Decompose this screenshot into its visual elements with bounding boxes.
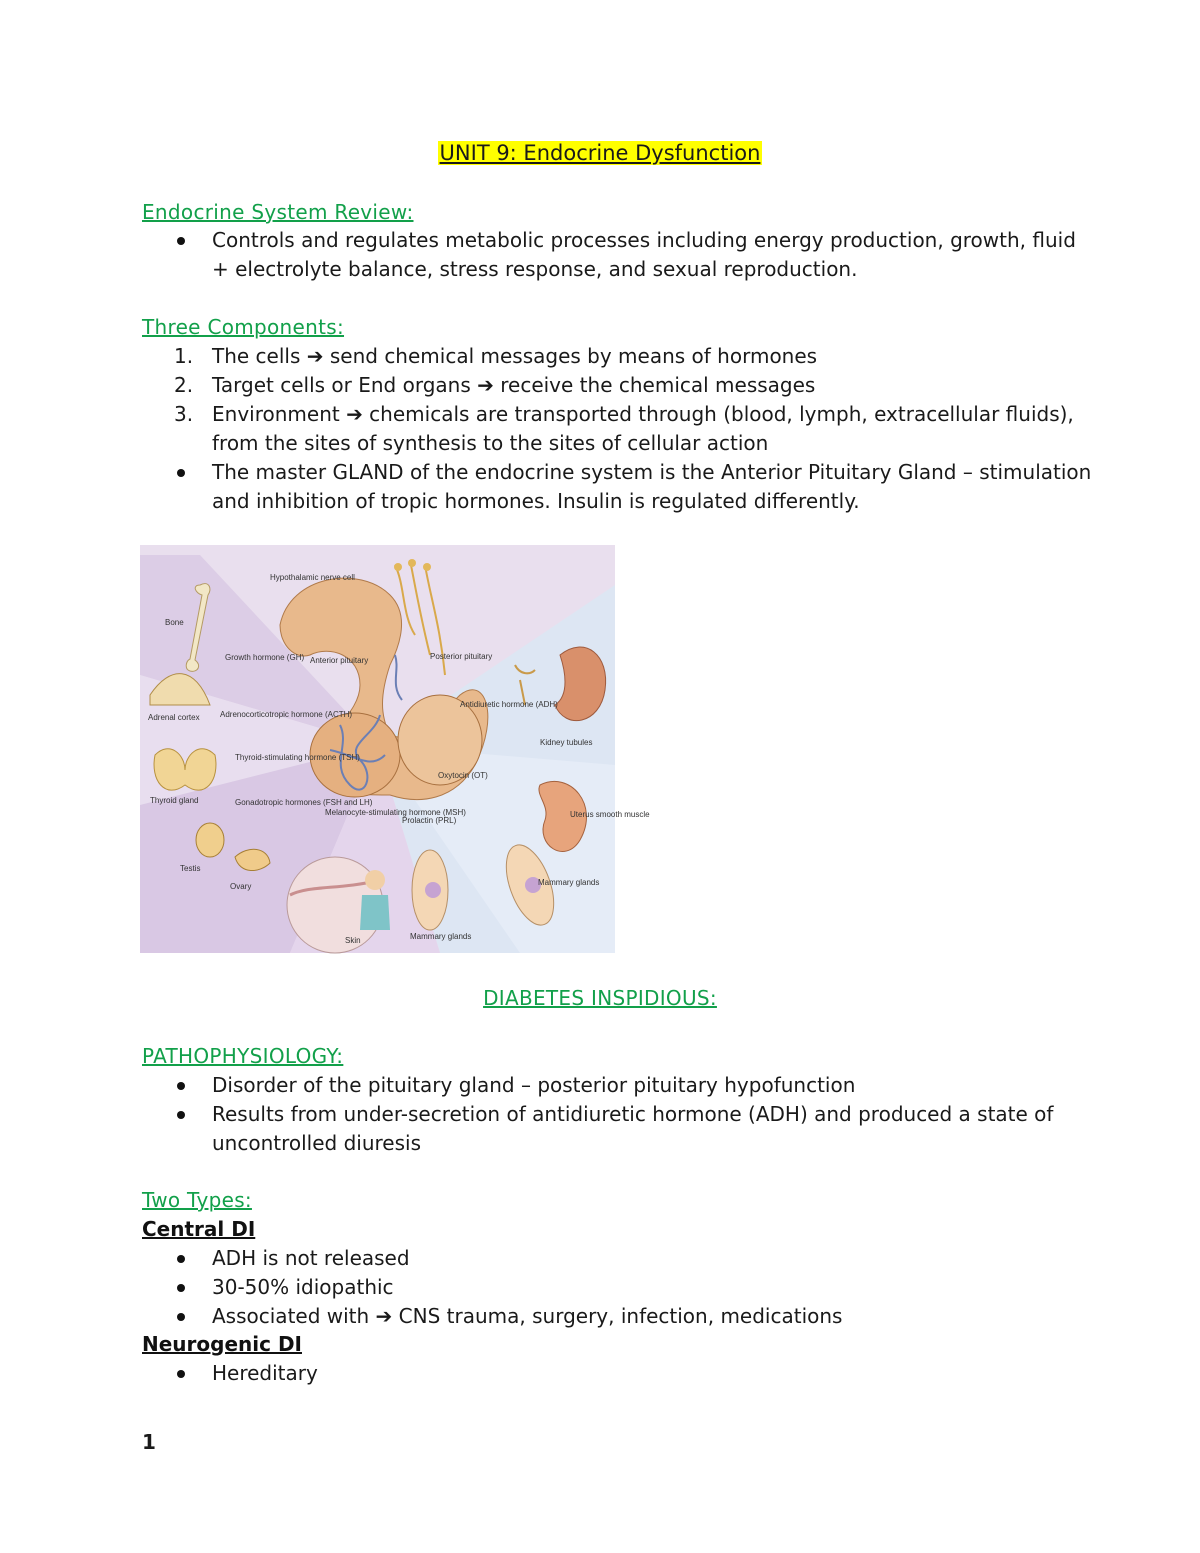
bullet-icon bbox=[177, 1111, 185, 1119]
label-testis: Testis bbox=[180, 864, 201, 873]
list-item bbox=[142, 1100, 1092, 1158]
bullet-icon bbox=[177, 1370, 185, 1378]
list-item-text: The cells ➔ send chemical messages by means of hormones bbox=[212, 344, 818, 368]
list-item-text: Hereditary bbox=[212, 1361, 318, 1385]
bullet-icon bbox=[177, 1284, 185, 1292]
components-list bbox=[142, 342, 1092, 516]
list-number: 3. bbox=[174, 402, 194, 426]
list-number: 1. bbox=[174, 344, 194, 368]
heading-neurogenic-di: Neurogenic DI bbox=[142, 1332, 302, 1356]
endocrine-review-list bbox=[142, 226, 1092, 284]
list-item bbox=[142, 1302, 1092, 1331]
list-item-text: Controls and regulates metabolic processes including energy production, growth, fluid + electrolyte balance, stress response, and sexual reproduction. bbox=[212, 228, 1076, 281]
heading-pathophysiology: PATHOPHYSIOLOGY: bbox=[142, 1044, 344, 1068]
list-item-text: 30-50% idiopathic bbox=[212, 1275, 394, 1299]
heading-three-components: Three Components: bbox=[142, 315, 345, 339]
label-gh: Growth hormone (GH) bbox=[225, 653, 305, 662]
heading-central-di: Central DI bbox=[142, 1217, 256, 1241]
label-thyroid: Thyroid gland bbox=[150, 796, 199, 805]
list-number: 2. bbox=[174, 373, 194, 397]
heading-endocrine-review: Endocrine System Review: bbox=[142, 200, 414, 224]
bullet-icon bbox=[177, 469, 185, 477]
label-hypothalamic: Hypothalamic nerve cell bbox=[270, 573, 355, 582]
list-item bbox=[142, 226, 1092, 284]
label-oxytocin: Oxytocin (OT) bbox=[438, 771, 488, 780]
pituitary-illustration bbox=[140, 545, 650, 953]
list-item bbox=[142, 1244, 1092, 1273]
label-kidney: Kidney tubules bbox=[540, 738, 593, 747]
bullet-icon bbox=[177, 1313, 185, 1321]
bullet-icon bbox=[177, 237, 185, 245]
label-mammary-right: Mammary glands bbox=[538, 878, 600, 887]
label-acth: Adrenocorticotropic hormone (ACTH) bbox=[220, 710, 353, 719]
list-item bbox=[142, 1273, 1092, 1302]
label-adrenal: Adrenal cortex bbox=[148, 713, 200, 722]
list-item bbox=[142, 400, 1092, 458]
endocrine-diagram bbox=[140, 545, 650, 953]
page-title bbox=[0, 139, 1200, 168]
list-item bbox=[142, 342, 1092, 371]
label-ovary: Ovary bbox=[230, 882, 252, 891]
label-prl: Prolactin (PRL) bbox=[402, 816, 457, 825]
title-text: UNIT 9: Endocrine Dysfunction bbox=[439, 141, 761, 165]
list-item-text: The master GLAND of the endocrine system is the Anterior Pituitary Gland – stimulation and inhibition of tropic hormones. Insulin is regulated differently. bbox=[212, 460, 1092, 513]
bullet-icon bbox=[177, 1255, 185, 1263]
label-bone: Bone bbox=[165, 618, 184, 627]
list-item-text: Target cells or End organs ➔ receive the chemical messages bbox=[212, 373, 816, 397]
list-item-text: ADH is not released bbox=[212, 1246, 410, 1270]
label-anterior: Anterior pituitary bbox=[310, 656, 369, 665]
label-msh: Melanocyte-stimulating hormone (MSH) bbox=[325, 808, 466, 817]
list-item bbox=[142, 458, 1092, 516]
list-item bbox=[142, 1071, 1092, 1100]
heading-two-types: Two Types: bbox=[142, 1188, 252, 1212]
pathophysiology-list bbox=[142, 1071, 1092, 1158]
label-skin: Skin bbox=[345, 936, 361, 945]
label-mammary-bottom: Mammary glands bbox=[410, 932, 472, 941]
list-item bbox=[142, 1359, 1092, 1388]
label-uterus: Uterus smooth muscle bbox=[570, 810, 650, 819]
label-gonado: Gonadotropic hormones (FSH and LH) bbox=[235, 798, 373, 807]
central-di-list bbox=[142, 1244, 1092, 1331]
list-item-text: Associated with ➔ CNS trauma, surgery, infection, medications bbox=[212, 1304, 843, 1328]
heading-diabetes-insipidus: DIABETES INSPIDIOUS: bbox=[483, 986, 717, 1010]
page-number: 1 bbox=[142, 1430, 156, 1454]
list-item bbox=[142, 371, 1092, 400]
list-item-text: Environment ➔ chemicals are transported through (blood, lymph, extracellular fluids), from the sites of synthesis to the sites of cellular action bbox=[212, 402, 1074, 455]
neurogenic-di-list bbox=[142, 1359, 1092, 1388]
list-item-text: Disorder of the pituitary gland – posterior pituitary hypofunction bbox=[212, 1073, 856, 1097]
list-item-text: Results from under-secretion of antidiuretic hormone (ADH) and produced a state of uncontrolled diuresis bbox=[212, 1102, 1054, 1155]
label-posterior: Posterior pituitary bbox=[430, 652, 493, 661]
label-adh: Antidiuretic hormone (ADH) bbox=[460, 700, 558, 709]
label-tsh: Thyroid-stimulating hormone (TSH) bbox=[235, 753, 360, 762]
bullet-icon bbox=[177, 1082, 185, 1090]
